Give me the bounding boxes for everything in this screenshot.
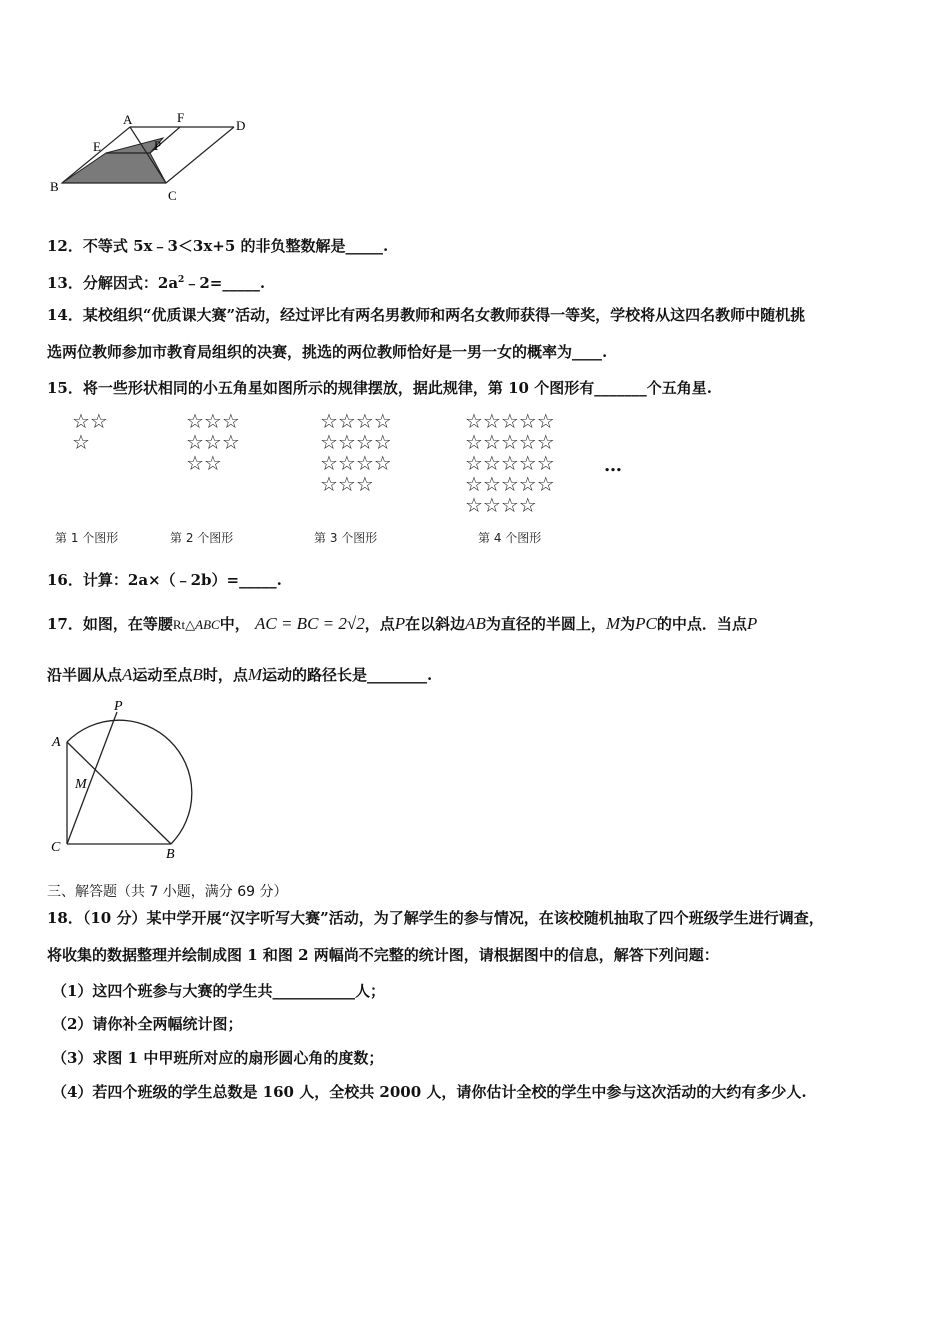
label-M: M <box>75 777 87 792</box>
label-C: C <box>51 840 61 855</box>
question-16: 16．计算：2a×（﹣2b）=_____. <box>47 571 282 589</box>
question-13: 13．分解因式：$2a^2﹣2=\_\_\_\_\_$. <box>47 274 266 292</box>
label-P: P <box>114 699 123 714</box>
question-14-line1: 14．某校组织“优质课大赛”活动，经过评比有两名男教师和两名女教师获得一等奖，学校将从这四名教师中随机挑 <box>47 306 806 324</box>
question-15: 15．将一些形状相同的小五角星如图所示的规律摆放，据此规律，第 10 个图形有_______个五角星. <box>47 379 712 397</box>
hypotenuse-AB <box>67 742 171 844</box>
star-figure-2: ☆☆☆ ☆☆☆ ☆☆ <box>186 409 240 475</box>
answer-blank: _____ <box>222 274 260 292</box>
semicircle-figure <box>45 698 205 863</box>
question-18-part2: （2）请你补全两幅统计图； <box>52 1015 243 1033</box>
question-18-part1: （1）这四个班参与大赛的学生共___________人； <box>52 982 385 1000</box>
ellipsis: … <box>604 455 622 476</box>
label-A: A <box>123 112 133 127</box>
question-12: 12．不等式 5x﹣3＜3x+5 的非负整数解是_____. <box>47 237 389 255</box>
answer-blank: ____ <box>572 343 603 361</box>
question-18-line2: 将收集的数据整理并绘制成图 1 和图 2 两幅尚不完整的统计图，请根据图中的信息，解答下列问题： <box>47 946 719 964</box>
label-F: F <box>177 110 185 125</box>
caption-figure-2: 第 2 个图形 <box>170 531 234 545</box>
answer-blank: _______ <box>594 379 647 397</box>
answer-blank: ________ <box>367 666 428 684</box>
parallelogram-figure <box>50 105 260 205</box>
caption-figure-4: 第 4 个图形 <box>478 531 542 545</box>
label-B: B <box>50 179 59 194</box>
question-18-line1: 18．（10 分）某中学开展“汉字听写大赛”活动，为了解学生的参与情况，在该校随机抽取了四个班级学生进行调查， <box>47 909 824 927</box>
answer-blank: _____ <box>239 571 277 589</box>
caption-figure-1: 第 1 个图形 <box>55 531 119 545</box>
section-title: 三、解答题（共 7 小题，满分 69 分） <box>47 884 288 900</box>
shaded-trapezoid <box>62 153 166 183</box>
label-E: E <box>93 139 101 154</box>
question-17-line2: 沿半圆从点A运动至点B时，点M运动的路径长是________. <box>47 665 433 684</box>
edge-CD <box>166 127 234 183</box>
answer-blank: ___________ <box>272 982 355 1000</box>
label-B: B <box>166 847 175 862</box>
question-18-part4: （4）若四个班级的学生总数是 160 人，全校共 2000 人，请你估计全校的学生中参与这次活动的大约有多少人. <box>52 1083 807 1101</box>
question-18-part3: （3）求图 1 中甲班所对应的扇形圆心角的度数； <box>52 1049 384 1067</box>
equation: AC = BC = 2√2 <box>254 614 365 633</box>
answer-blank: _____ <box>345 237 384 255</box>
caption-figure-3: 第 3 个图形 <box>314 531 378 545</box>
star-figure-1: ☆☆ ☆ <box>72 409 108 454</box>
label-C: C <box>168 188 177 203</box>
label-P: P <box>154 138 162 153</box>
question-14-line2: 选两位教师参加市教育局组织的决赛，挑选的两位教师恰好是一男一女的概率为____. <box>47 343 608 361</box>
label-D: D <box>236 118 246 133</box>
star-figure-3: ☆☆☆☆ ☆☆☆☆ ☆☆☆☆ ☆☆☆ <box>320 409 392 496</box>
question-17-line1: 17．如图，在等腰Rt△ABC中， AC = BC = 2√2，点P在以斜边AB为直径的半圆上，M为PC的中点．当点P <box>47 614 758 633</box>
star-figure-4: ☆☆☆☆☆ ☆☆☆☆☆ ☆☆☆☆☆ ☆☆☆☆☆ ☆☆☆☆ <box>465 409 555 517</box>
label-A: A <box>52 735 61 750</box>
